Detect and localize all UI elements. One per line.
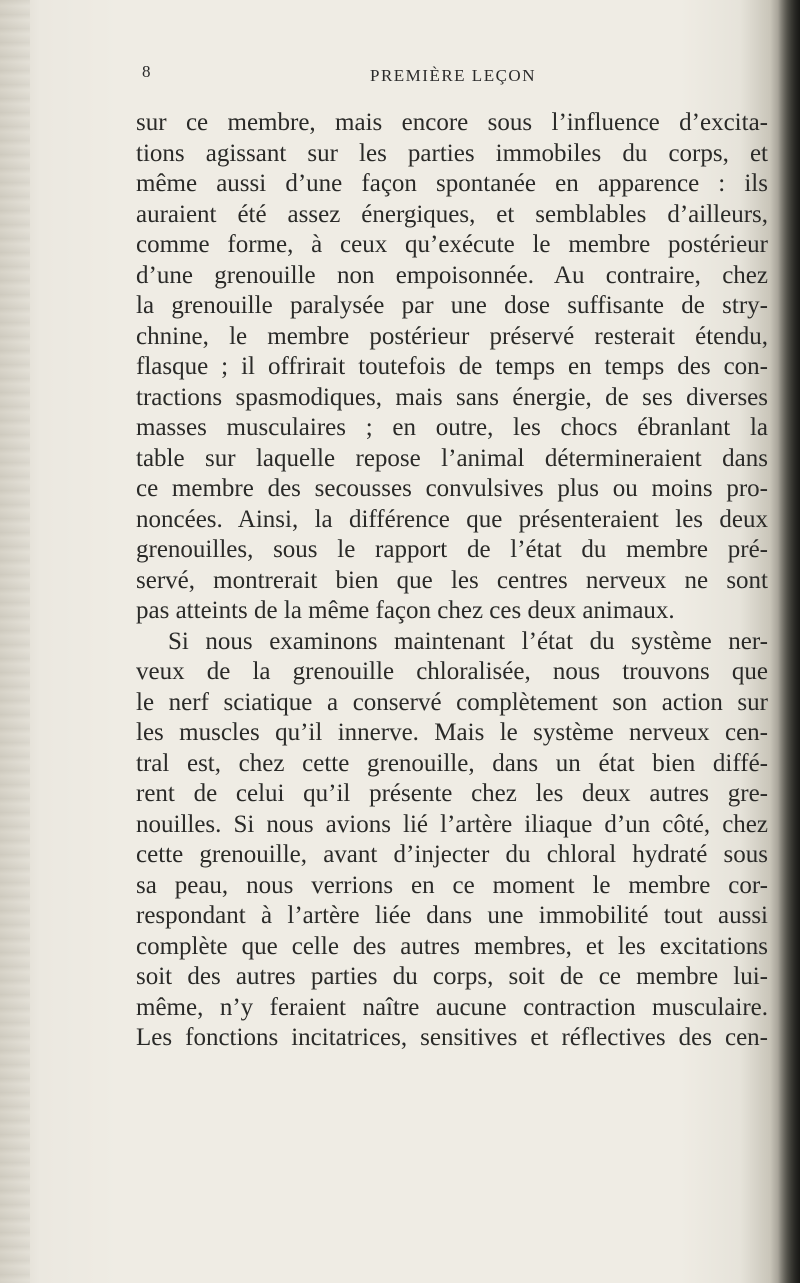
text-line: ce membre des secousses convulsives plus ou moins pro- — [136, 475, 768, 502]
page-binding-shadow — [0, 0, 30, 1283]
text-line: même aussi d’une façon spontanée en apparence : ils — [136, 170, 768, 197]
text-line: cette grenouille, avant d’injecter du chloral hydraté sous — [136, 841, 768, 868]
text-line: tral est, chez cette grenouille, dans un état bien diffé- — [136, 749, 768, 777]
text-line: les muscles qu’il innerve. Mais le système nerveux cen- — [136, 719, 768, 746]
text-line: veux de la grenouille chloralisée, nous trouvons que — [136, 658, 768, 685]
page-edge-shadow — [778, 0, 800, 1283]
text-line: nouilles. Si nous avions lié l’artère iliaque d’un côté, chez — [136, 810, 768, 838]
text-line: chnine, le membre postérieur préservé resterait étendu, — [136, 322, 768, 350]
text-line: pas atteints de la même façon chez ces deux animaux. — [136, 597, 675, 624]
text-line: sa peau, nous verrions en ce moment le membre cor- — [136, 871, 768, 899]
text-line: complète que celle des autres membres, et les excitations — [136, 932, 768, 960]
text-line: soit des autres parties du corps, soit de ce membre lui- — [136, 963, 768, 990]
page-number: 8 — [142, 62, 151, 81]
text-line: Si nous examinons maintenant l’état du système ner- — [168, 627, 768, 655]
text-line: flasque ; il offrirait toutefois de temps en temps des con- — [136, 353, 768, 380]
text-line: noncées. Ainsi, la différence que présenteraient les deux — [136, 505, 768, 533]
text-line: sur ce membre, mais encore sous l’influence d’excita- — [136, 109, 768, 136]
text-line: servé, montrerait bien que les centres nerveux ne sont — [136, 566, 768, 594]
text-line: grenouilles, sous le rapport de l’état du membre pré- — [136, 536, 768, 563]
text-line: comme forme, à ceux qu’exécute le membre postérieur — [136, 231, 768, 258]
text-line: table sur laquelle repose l’animal détermineraient dans — [136, 444, 768, 472]
text-line: respondant à l’artère liée dans une immobilité tout aussi — [136, 902, 768, 929]
text-line: tractions spasmodiques, mais sans énergie, de ses diverses — [136, 383, 768, 411]
text-line: la grenouille paralysée par une dose suffisante de stry- — [136, 292, 768, 319]
text-line: masses musculaires ; en outre, les chocs ébranlant la — [136, 414, 768, 441]
page-header — [132, 62, 772, 94]
text-line: auraient été assez énergiques, et semblables d’ailleurs, — [136, 200, 768, 228]
running-head: PREMIÈRE LEÇON — [370, 66, 536, 85]
text-line: d’une grenouille non empoisonnée. Au contraire, chez — [136, 261, 768, 289]
text-line: même, n’y feraient naître aucune contraction musculaire. — [136, 993, 768, 1021]
text-line: rent de celui qu’il présente chez les deux autres gre- — [136, 780, 768, 807]
text-line: Les fonctions incitatrices, sensitives et réflectives des cen- — [136, 1024, 768, 1051]
text-line: tions agissant sur les parties immobiles du corps, et — [136, 139, 768, 167]
body-text — [136, 108, 768, 1054]
text-line: le nerf sciatique a conservé complètement son action sur — [136, 688, 768, 716]
